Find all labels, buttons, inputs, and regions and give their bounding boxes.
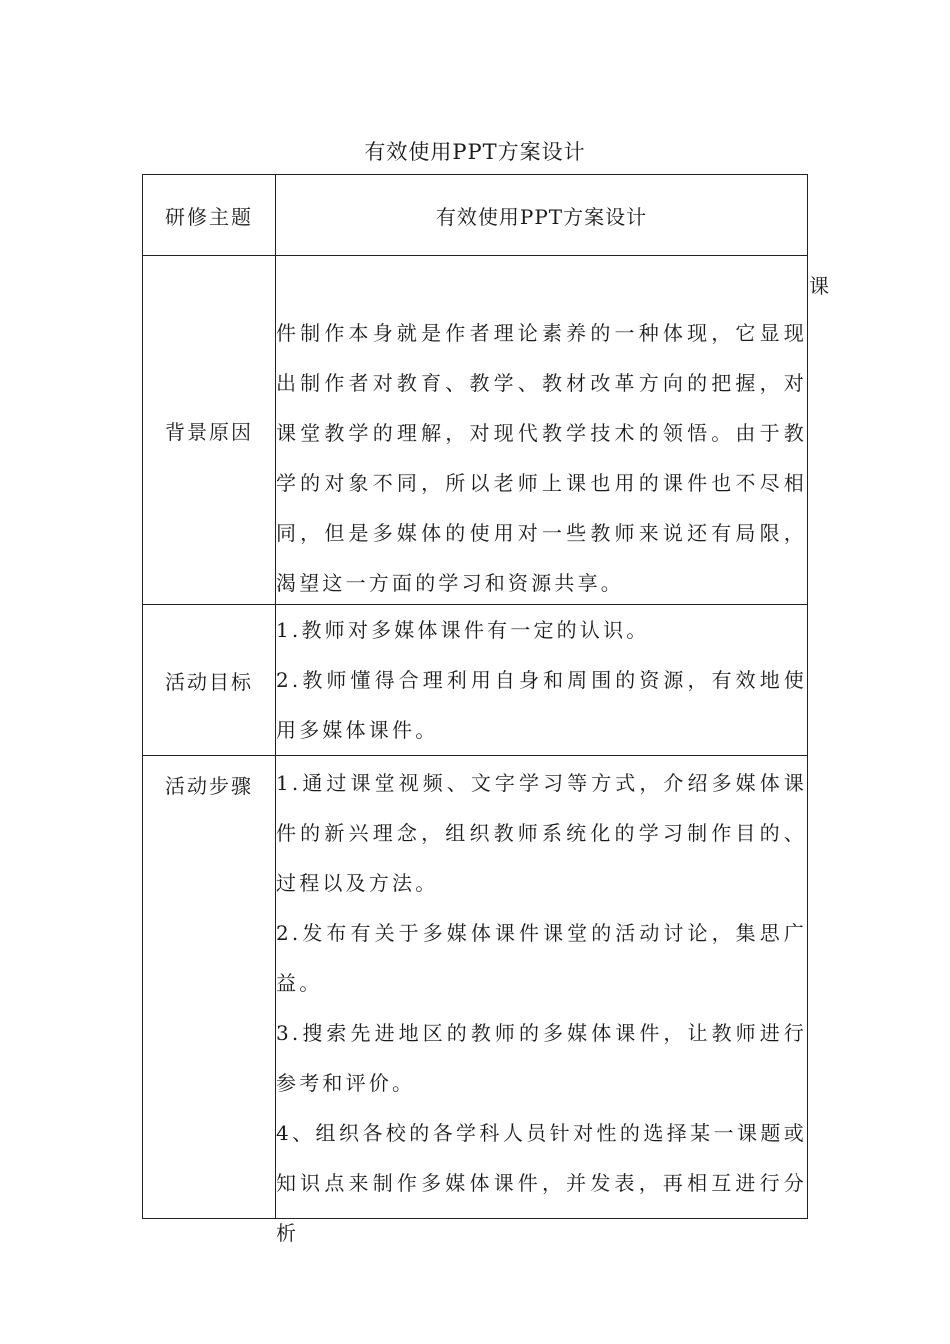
background-row (143, 256, 808, 605)
steps-label: 活动步骤 (143, 756, 276, 1219)
plan-table (142, 174, 829, 1245)
page-title: 有效使用PPT方案设计 (364, 140, 586, 164)
goals-cell (276, 605, 808, 756)
step-item: 3.搜索先进地区的教师的多媒体课件，让教师进行参考和评价。 (276, 1021, 807, 1095)
background-first-char: 课 (809, 274, 829, 298)
step-item: 2.发布有关于多媒体课件课堂的活动讨论，集思广益。 (276, 921, 807, 995)
steps-cell (276, 756, 808, 1245)
background-cell (276, 256, 829, 605)
topic-row (143, 175, 808, 256)
goals-label: 活动目标 (143, 605, 276, 756)
step-item: 1.通过课堂视频、文字学习等方式，介绍多媒体课件的新兴理念，组织教师系统化的学习制作目的、过程以及方法。 (276, 771, 807, 895)
goals-row (143, 605, 808, 756)
step-item: 4、组织各校的各学科人员针对性的选择某一课题或知识点来制作多媒体课件，并发表，再相互进行分析 (276, 1121, 807, 1245)
steps-row (143, 756, 808, 1219)
background-text: 件制作本身就是作者理论素养的一种体现，它显现出制作者对教育、教学、教材改革方向的把握，对课堂教学的理解，对现代教学技术的领悟。由于教学的对象不同，所以老师上课也用的课件也不尽相同，但是多媒体的使用对一些教师来说还有局限，渴望这一方面的学习和资源共享。 (276, 321, 807, 595)
background-label: 背景原因 (143, 256, 276, 605)
goal-item: 2.教师懂得合理利用自身和周围的资源，有效地使用多媒体课件。 (276, 668, 807, 742)
topic-label: 研修主题 (143, 175, 276, 256)
goal-item: 1.教师对多媒体课件有一定的认识。 (276, 618, 650, 642)
topic-value: 有效使用PPT方案设计 (276, 175, 808, 256)
